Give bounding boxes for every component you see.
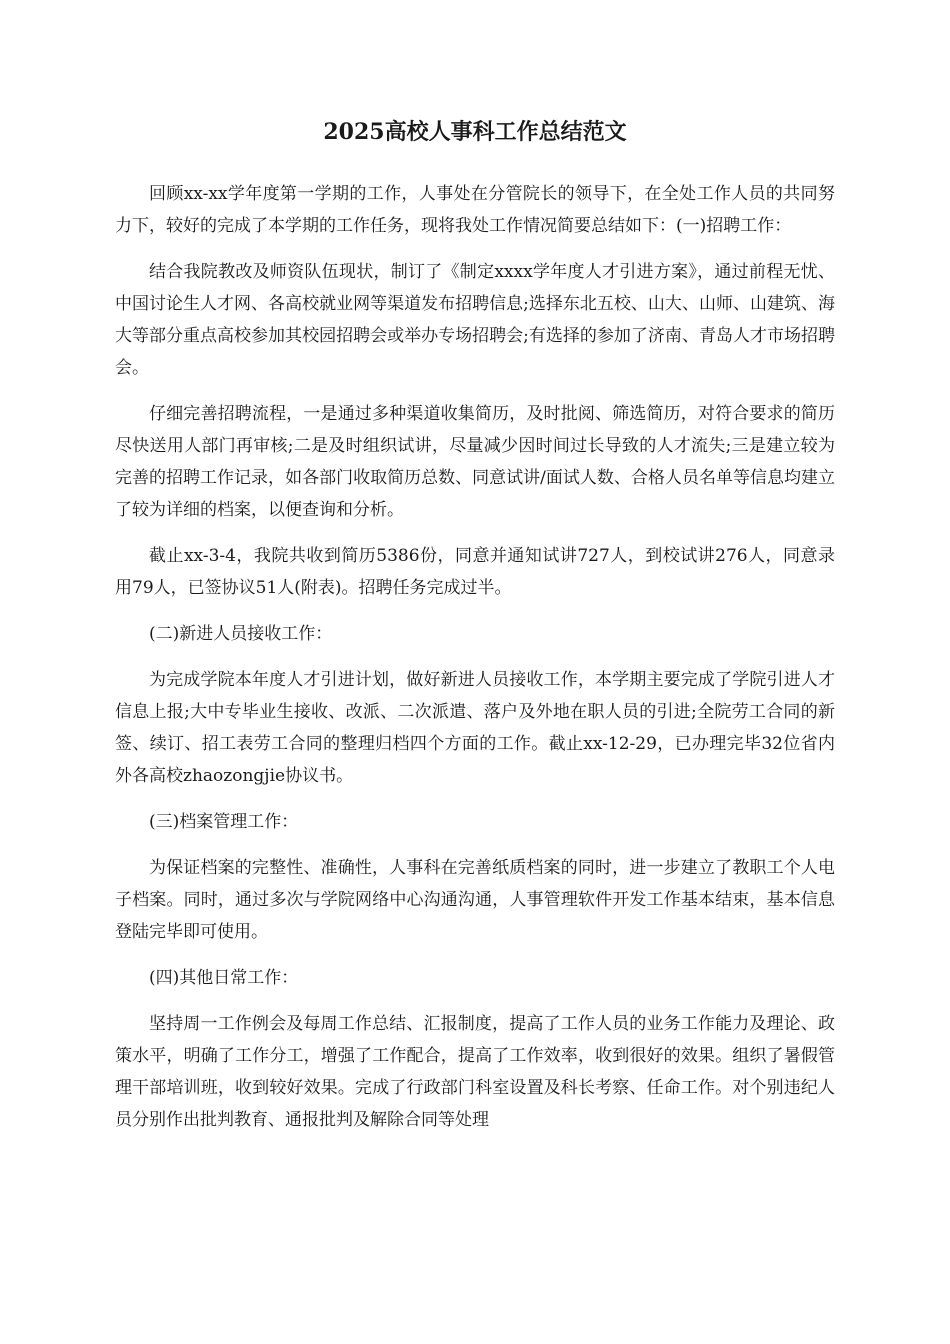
section-heading-daily-work: (四)其他日常工作： — [149, 968, 299, 988]
paragraph-archives: 为保证档案的完整性、准确性，人事科在完善纸质档案的同时，进一步建立了教职工个人电子档案。同时，通过多次与学院网络中心沟通沟通，人事管理软件开发工作基本结束，基本信息登陆完毕即可使用。 — [115, 858, 835, 942]
paragraph-recruitment-stats: 截止xx-3-4，我院共收到简历5386份，同意并通知试讲727人，到校试讲276人，同意录用79人，已签协议51人(附表)。招聘任务完成过半。 — [115, 546, 835, 598]
paragraph-daily-work: 坚持周一工作例会及每周工作总结、汇报制度，提高了工作人员的业务工作能力及理论、政策水平，明确了工作分工，增强了工作配合，提高了工作效率，收到很好的效果。组织了暑假管理干部培训班，收到较好效果。完成了行政部门科室设置及科长考察、任命工作。对个别违纪人员分别作出批判教育、通报批判及解除合同等处理 — [115, 1014, 835, 1130]
document-page — [115, 112, 835, 1150]
paragraph-recruitment-plan: 结合我院教改及师资队伍现状，制订了《制定xxxx学年度人才引进方案》，通过前程无忧、中国讨论生人才网、各高校就业网等渠道发布招聘信息;选择东北五校、山大、山师、山建筑、海大等部分重点高校参加其校园招聘会或举办专场招聘会;有选择的参加了济南、青岛人才市场招聘会。 — [115, 262, 835, 378]
paragraph-intro: 回顾xx-xx学年度第一学期的工作，人事处在分管院长的领导下，在全处工作人员的共同努力下，较好的完成了本学期的工作任务，现将我处工作情况简要总结如下：(一)招聘工作： — [115, 184, 835, 236]
section-heading-archives: (三)档案管理工作： — [149, 812, 299, 832]
paragraph-new-staff: 为完成学院本年度人才引进计划，做好新进人员接收工作，本学期主要完成了学院引进人才信息上报;大中专毕业生接收、改派、二次派遣、落户及外地在职人员的引进;全院劳工合同的新签、续订、招工表劳工合同的整理归档四个方面的工作。截止xx-12-29，已办理完毕32位省内外各高校zhaozongjie协议书。 — [115, 670, 835, 786]
document-title: 2025高校人事科工作总结范文 — [323, 119, 627, 145]
section-heading-new-staff: (二)新进人员接收工作： — [149, 624, 333, 644]
paragraph-recruitment-process: 仔细完善招聘流程，一是通过多种渠道收集简历，及时批阅、筛选简历，对符合要求的简历尽快送用人部门再审核;二是及时组织试讲，尽量减少因时间过长导致的人才流失;三是建立较为完善的招聘工作记录，如各部门收取简历总数、同意试讲/面试人数、合格人员名单等信息均建立了较为详细的档案，以便查询和分析。 — [115, 404, 835, 520]
